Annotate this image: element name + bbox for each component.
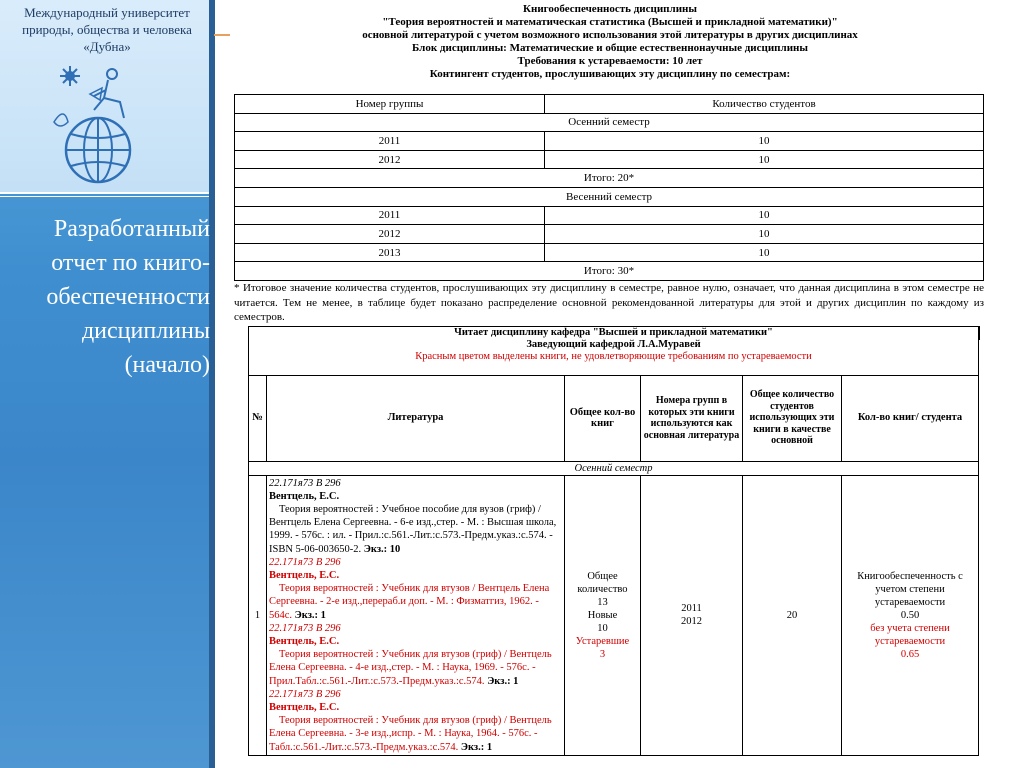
footnote: * Итоговое значение количества студентов, прослушивающих эту дисциплину в семестре, равное нулю, означает, что данная дисциплина в этом семестре не читается. Тем не менее, в таблице будет показано распределение основной рекомендованной литературы для этой и других дисциплин по каждому из семестров. [234,282,984,323]
book-description: Теория вероятностей : Учебник для втузов / Вентцель Елена Сергеевна. - 2-е изд.,перераб.и доп. - М. : Физматгиз, 1962. - 564с. [269,583,550,621]
book-copies: Экз.: 10 [363,543,401,555]
book-description: Теория вероятностей : Учебник для втузов (гриф) / Вентцель Елена Сергеевна. - 4-е изд.,стер. - М. : Наука, 1969. - 576с. - Прил.Табл.:с.561.-Лит.:с.573.-Предм.указ.:с.574. [269,649,552,687]
new-value: 10 [597,622,608,634]
table-caption: Читает дисциплину кафедра "Высшей и прикладной математики" [249,327,979,340]
ratio-value: 0.50 [900,609,920,621]
table-edge-mark [978,326,980,340]
header-line: основной литературой с учетом возможного использования этой литературы в других дисциплинах [362,29,858,41]
table-row [235,225,984,244]
book-author: Вентцель, Е.С. [269,490,340,502]
book-entry-outdated [269,688,562,754]
books-table [248,326,979,756]
book-author: Вентцель, Е.С. [269,569,340,581]
ratio-label: Книгообеспеченность с учетом степени устареваемости [857,570,963,608]
group-number: 2012 [235,225,545,244]
student-count: 10 [545,243,984,262]
total-label: Общее количество [577,570,628,595]
table-caption: Заведующий кафедрой Л.А.Муравей [249,339,979,351]
header-line: Блок дисциплины: Математические и общие естественнонаучные дисциплины [412,42,808,54]
table-row [249,475,979,755]
column-header-group: Номер группы [235,95,545,114]
slide-title: Разработанный отчет по книго-обеспеченности дисциплины (начало) [46,216,210,378]
group-number: 2011 [681,603,702,615]
book-entry [269,477,562,556]
book-copies: Экз.: 1 [294,609,326,621]
student-count: 10 [545,206,984,225]
call-number: 22.171я73 В 296 [269,688,341,700]
column-header-count: Количество студентов [545,95,984,114]
outdated-label: Устаревшие [575,635,630,647]
column-header-literature: Литература [267,375,565,461]
column-header-ratio: Кол-во книг/ студента [842,375,979,461]
table-row [235,150,984,169]
student-count: 10 [545,132,984,151]
contingent-table [234,94,984,281]
column-header-num: № [249,375,267,461]
groups-cell [641,475,743,755]
accent-dash [214,34,230,36]
sidebar-stripe [209,0,215,768]
book-description: Теория вероятностей : Учебное пособие для вузов (гриф) / Вентцель Елена Сергеевна. - 6-е изд.,стер. - М. : Высшая школа, 1999. - 576с. : ил. - Прил.:с.561.-Лит.:с.573.-Предм.указ.:с.574. - ISBN 5-06-003650-2. [269,503,557,555]
semester-row: Осенний семестр [235,113,984,132]
table-row [235,206,984,225]
total-value: 13 [597,596,608,608]
call-number: 22.171я73 В 296 [269,622,341,634]
semester-total: Итого: 20* [235,169,984,188]
book-description: Теория вероятностей : Учебник для втузов (гриф) / Вентцель Елена Сергеевна. - 3-е изд.,испр. - М. : Наука, 1964. - 576с. - Табл.:с.561.-Лит.:с.573.-Предм.указ.:с.574. [269,715,552,753]
sidebar-divider-thin [0,196,214,197]
semester-row: Осенний семестр [249,461,979,475]
globe-with-person-reading-icon [50,60,150,188]
student-count: 10 [545,225,984,244]
semester-row: Весенний семестр [235,187,984,206]
outdated-value: 3 [599,648,606,660]
book-copies: Экз.: 1 [487,675,519,687]
header-line: "Теория вероятностей и математическая статистика (Высшей и прикладной математики)" [382,16,838,28]
row-number: 1 [249,475,267,755]
student-count: 10 [545,150,984,169]
sidebar-divider [0,192,214,194]
column-header-groups: Номера групп в которых эти книги используются как основная литература [641,375,743,461]
university-name: Международный университет природы, общества и человека «Дубна» [22,5,192,54]
table-row [235,243,984,262]
new-label: Новые [587,609,618,621]
group-number: 2012 [235,150,545,169]
semester-total: Итого: 30* [235,262,984,281]
document-header [232,3,988,81]
document-page [232,0,988,768]
book-author: Вентцель, Е.С. [269,701,340,713]
call-number: 22.171я73 В 296 [269,556,341,568]
call-number: 22.171я73 В 296 [269,477,341,489]
book-author: Вентцель, Е.С. [269,635,340,647]
group-number: 2012 [681,616,702,628]
group-number: 2011 [235,132,545,151]
table-caption-warning: Красным цветом выделены книги, не удовлетворяющие требованиям по устареваемости [249,351,979,375]
ratio2-label: без учета степени устареваемости [870,622,950,647]
literature-list [267,475,565,755]
ratio-cell [842,475,979,755]
column-header-students: Общее количество студентов использующих эти книги в качестве основной [743,375,842,461]
group-number: 2013 [235,243,545,262]
book-copies: Экз.: 1 [460,741,493,753]
header-line: Требования к устареваемости: 10 лет [517,55,703,67]
ratio2-value: 0.65 [900,648,920,660]
header-line: Контингент студентов, прослушивающих эту дисциплину по семестрам: [429,68,791,80]
book-entry-outdated [269,556,562,622]
students-count: 20 [743,475,842,755]
column-header-total-books: Общее кол-во книг [565,375,641,461]
header-line: Книгообеспеченность дисциплины [523,3,697,15]
books-count-cell [565,475,641,755]
book-entry-outdated [269,622,562,688]
table-row [235,132,984,151]
group-number: 2011 [235,206,545,225]
